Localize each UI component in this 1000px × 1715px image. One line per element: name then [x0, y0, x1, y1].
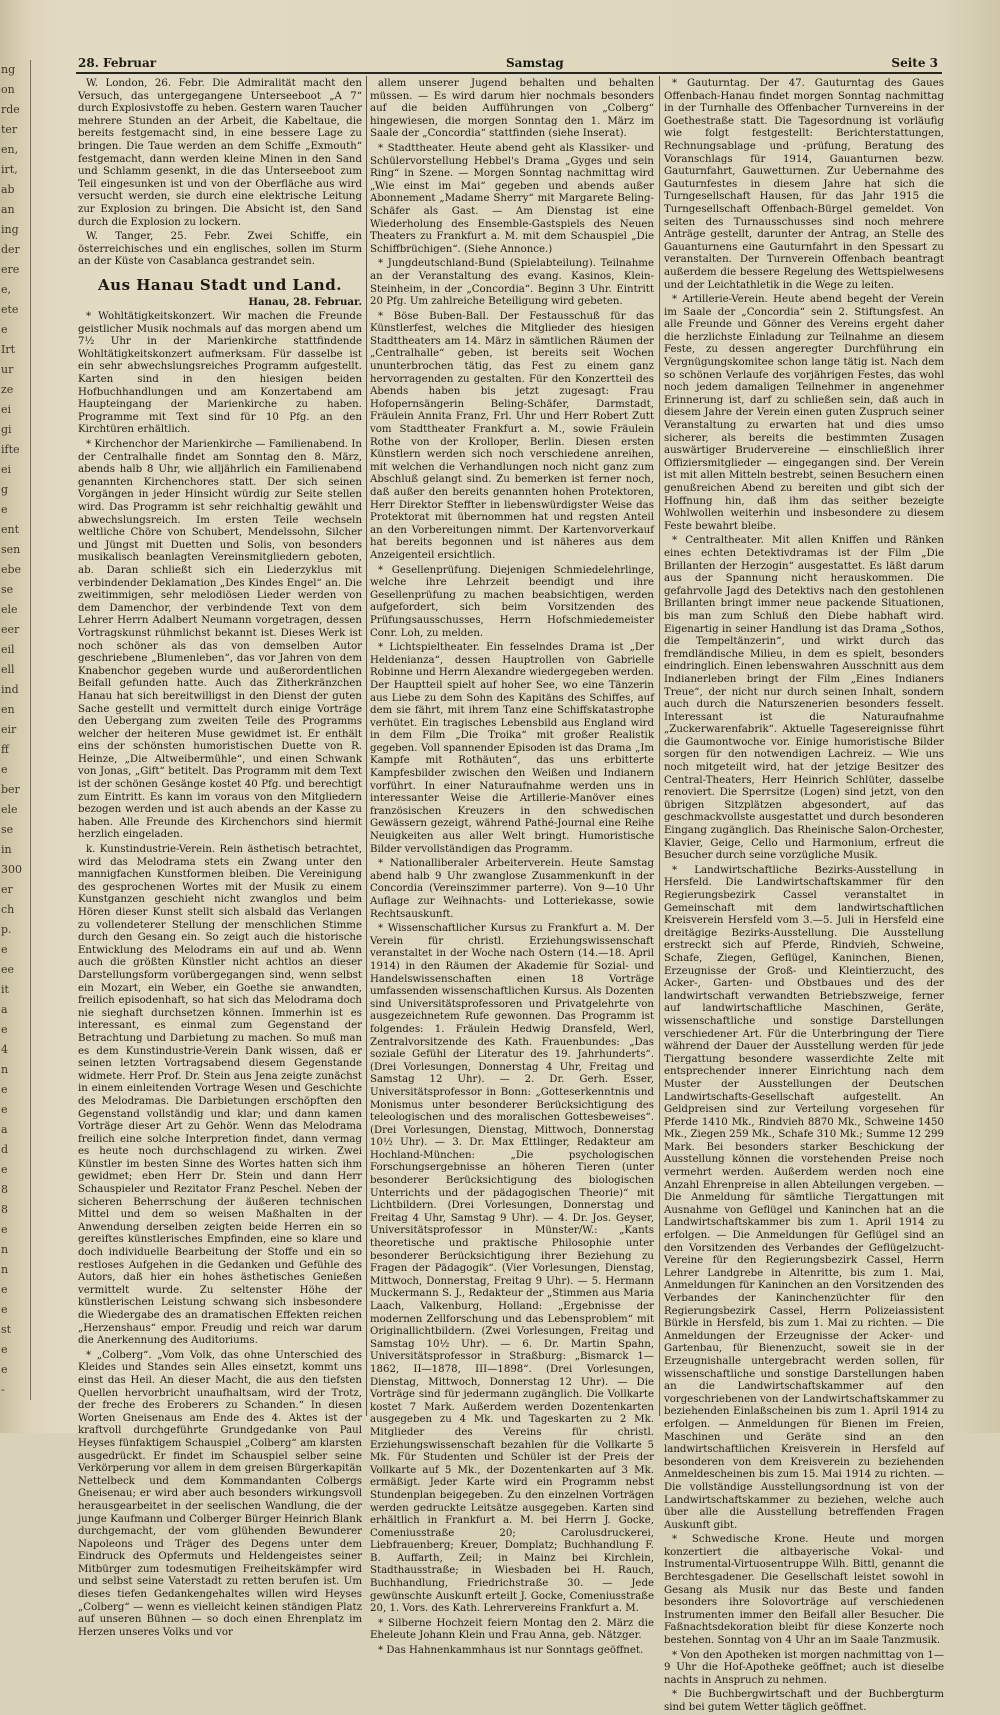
margin-fragment: e [1, 763, 8, 776]
article-colberg: * „Colberg“. „Vom Volk, das ohne Unterschied des Kleides und Standes sein Alles einsetzt, kommt uns einst das Heil. An dieser Macht, die aus den tiefsten Quellen hervorbricht unaufhaltsam, wird der Trotz, der freche des Eroberers zu Schanden.“ In diesen Worten Gneisenaus am Ende des 4. Aktes ist der kraftvoll durchgeführte Grundgedanke von Paul Heyses fünfaktigem Schauspiel „Colberg“ am klarsten ausgedrückt. Er findet im Schauspiel selber seine Verkörperung vor allem in dem greisen Bürgerkapitän Nettelbeck und dem Kommandanten Colbergs Gneisenau; er wird aber auch besonders wirkungsvoll herausgearbeitet in der seelischen Wandlung, die der junge Kaufmann und Colberger Bürger Heinrich Blank durchgemacht, der vom glühenden Bewunderer Napoleons und Träger des Degens unter dem Eindruck des Opfermuts und Heldengeistes seiner Mitbürger zum todesmutigen Freiheitskämpfer wird und selbst seine Vaterstadt zu retten berufen ist. Um dieses tiefen Gedankengehaltes willen wird Heyses „Colberg“ — wenn es vielleicht keinen ständigen Platz auf unseren Bühnen — so doch einen Ehrenplatz im Herzen unseres Volks und vor [78, 1349, 362, 1638]
margin-fragment: ing [1, 223, 19, 236]
margin-fragment: ur [1, 363, 14, 376]
article-jungdeutschland: * Jungdeutschland-Bund (Spielabteilung). Teilnahme an der Veranstaltung des evang. Kasinos, Klein-Steinheim, in der „Concordia“. Beginn 3 Uhr. Eintritt 20 Pfg. Um zahlreiche Beteiligung wird gebeten. [370, 258, 654, 308]
margin-fragment: ent [1, 523, 20, 536]
margin-fragment: a [1, 1003, 8, 1016]
margin-fragment: ee [1, 963, 15, 976]
header-date: 28. Februar [78, 56, 157, 70]
margin-fragment: rde [1, 103, 20, 116]
section-heading: Aus Hanau Stadt und Land. [98, 275, 342, 294]
margin-fragment: p. [1, 923, 12, 936]
margin-fragment: ele [1, 803, 18, 816]
margin-fragment: en, [1, 143, 19, 156]
article-kirchenchor: * Kirchenchor der Marienkirche — Familienabend. In der Centralhalle findet am Sonntag den 8. März, abends halb 8 Uhr, wie alljährlich ein Familienabend genannten Kirchenchores statt. Der sich seinen Vorgängen in jeder Hinsicht würdig zur Seite stellen wird. Das Programm ist sehr reichhaltig gewählt und abwechslungsreich. Im ersten Teile wechseln weltliche Chöre von Schubert, Mendelssohn, Silcher und Jüngst mit Duetten und Solis, von besonders musikalisch beanlagten Vereinsmitgliedern geboten, ab. Daran schließt sich ein Liederzyklus mit verbindender Deklamation „Des Kindes Engel“ an. Die zweitimmigen, sehr melodiösen Lieder werden von dem Damenchor, der verbindende Text von dem Lehrer Herrn Adalbert Neumann vorgetragen, dessen Vortragskunst rühmlichst bekannt ist. Dieses Werk ist noch schöner als das von demselben Autor geschriebene „Blumenleben“, das vor Jahren von dem Knabenchor gegeben wurde und außerordentlichen Beifall gefunden hatte. Auch das Zitherkränzchen Hanau hat sich bereitwilligst in den Dienst der guten Sache gestellt und vermittelt durch einige Vorträge den Uebergang zum zweiten Teile des Programms welcher der heiteren Muse gewidmet ist. Er enthält eins der schönsten humoristischen Duette von R. Heinze, „Die Altweibermühle“, und einen Schwank von Jonas, „Gift“ betitelt. Das Programm mit dem Text ist der schönen Gesänge kostet 40 Pfg. und berechtigt zum Eintritt. Es kann im voraus von den Mitgliedern bezogen werden und ist auch abends an der Kasse zu haben. Alle Freunde des Kirchenchors sind hiermit herzlich eingeladen. [78, 439, 362, 841]
margin-fragment: e [1, 1343, 8, 1356]
margin-fragment: se [1, 823, 14, 836]
margin-fragment: 8 [1, 1183, 8, 1196]
margin-fragment: e [1, 1223, 8, 1236]
article-silberne-hochzeit: * Silberne Hochzeit feiern Montag den 2. März die Eheleute Johann Klein und Frau Anna, geb. Nätzger. [370, 1617, 654, 1642]
margin-fragment: ze [1, 383, 14, 396]
article-kunstindustrie: k. Kunstindustrie-Verein. Rein ästhetisch betrachtet, wird das Melodrama stets ein Zwang unter den mannigfachen Kunstformen bleiben. Die Vereinigung des gesprochenen Wortes mit der Musik zu einem Kunstganzen geschieht nicht zwanglos und beim Hören dieser Kunst stellt sich alsbald das Verlangen zu vollendeterer Stellung der menschlichen Stimme durch den Gesang ein. So zeigt auch die historische Entwicklung des Melodrams ein auf und ab. Wenn auch die größten Künstler nicht achtlos an dieser Darstellungsform vorübergegangen sind, wenn selbst ein Mozart, ein Weber, ein Goethe sie anwandten, freilich episodenhaft, so hat sich das Melodrama doch nie sieghaft durchsetzen können. Immerhin ist es interessant, es einmal zum Gegenstand der Betrachtung und Darbietung zu machen. So muß man es dem Kunstindustrie-Verein Dank wissen, daß er seinen letzten Vortragsabend diesem Gegenstande widmete. Herr Prof. Dr. Stein aus Jena zeigte zunächst in einem einleitenden Vortrage Wesen und Geschichte des Melodramas. Die Darbietungen erschöpften den Gegenstand vollständig und klar; und dann kamen Vorträge dieser Art zu Gehör. Wenn das Melodrama freilich eine solche Interpretion findet, dann vermag es heute noch durchschlagend zu wirken. Zwei Künstler im besten Sinne des Wortes hatten sich ihm gewidmet; eben Herr Dr. Stein und dann Herr Schauspieler und Rezitator Franz Peschel. Neben der sicheren Beherrschung der äußeren technischen Mittel und dem so weisen Maßhalten in der Anwendung derselben zeigten beide Herren ein so gereiftes künstlerisches Empfinden, eine so klare und doch individuelle Bearbeitung der Stoffe und ein so restloses Aufgehen in die Gedanken und Gefühle des Autors, daß hier ein hohes ästhetisches Genießen vermittelt wurde. Zu seltenster Höhe der künstlerischen Leistung schwang sich insbesondere die Wiedergabe des an dramatischen Effekten reichen „Herzenshaus“ empor. Freudig und reich war darum die Anerkennung des Auditoriums. [78, 844, 362, 1347]
margin-fragment: se [1, 583, 14, 596]
article-bezirks-ausstellung: * Landwirtschaftliche Bezirks-Ausstellung in Hersfeld. Die Landwirtschaftskammer für den Regierungsbezirk Cassel veranstaltet in Gemeinschaft mit dem landwirtschaftlichen Kreisverein Hersfeld vom 3.—5. Juli in Hersfeld eine dreitägige Bezirks-Ausstellung. Die Ausstellung erstreckt sich auf Pferde, Rindvieh, Schweine, Schafe, Ziegen, Geflügel, Kaninchen, Bienen, Erzeugnisse der Groß- und Kleintierzucht, des Acker-, Garten- und Obstbaues und des der landwirtschaft verwandten Betriebszweige, ferner auf landwirtschaftliche Maschinen, Geräte, wissenschaftliche und sonstige Darstellungen verschiedener Art. Für die Unterbringung der Tiere während der Dauer der Ausstellung werden für jede Tiergattung besondere wasserdichte Zelte mit entsprechender innerer Einrichtung nach dem Muster der Ausstellungen der Deutschen Landwirtschafts-Gesellschaft aufgestellt. An Geldpreisen sind zur Verteilung vorgesehen für Pferde 1410 Mk., Rindvieh 8870 Mk., Schweine 1450 Mk., Ziegen 259 Mk., Schafe 310 Mk.; Summe 12 299 Mark. Bei besonders starker Beschickung der Ausstellung können die vorstehenden Preise noch vermehrt werden. Außerdem werden noch eine Anzahl Ehrenpreise in allen Abteilungen vergeben. — Die Anmeldung für sämtliche Tiergattungen mit Ausnahme von Geflügel und Kaninchen hat an die Landwirtschaftskammer bis zum 1. April 1914 zu erfolgen. — Die Anmeldungen für Geflügel sind an den Vorsitzenden des Verbandes der Geflügelzucht-Vereine für den Regierungsbezirk Cassel, Herrn Lehrer Landgrebe in Altenritte, bis zum 1. Mai, Anmeldungen für Kaninchen an den Vorsitzenden des Verbandes der Kaninchenzüchter für den Regierungsbezirk Cassel, Herrn Polizeiassistent Bürkle in Hersfeld, bis zum 1. Mai zu richten. — Die Anmeldungen der Erzeugnisse der Acker- und Gartenbau, für Bienenzucht, soweit sie in der Erzeugnishalle untergebracht werden sollen, für wissenschaftliche und sonstige Darstellungen haben an die Landwirtschaftskammer auf den vorgeschriebenen von der Landwirtschaftskammer zu beziehenden Einlaßscheinen bis zum 1. April 1914 zu erfolgen. — Anmeldungen für Bienen im Freien, Maschinen und Geräte sind an den landwirtschaftlichen Kreisverein in Hersfeld auf besonderen von dem Kreisverein zu beziehenden Anmeldescheinen bis zum 15. Mai 1914 zu richten. — Die vollständige Ausstellungsordnung ist von der Landwirtschaftskammer zu beziehen, welche auch über alle die Ausstellung betreffenden Fragen Auskunft gibt. [664, 864, 944, 1531]
header-weekday: Samstag [506, 56, 564, 70]
margin-fragment: st [1, 1323, 12, 1336]
margin-fragment: g [1, 483, 9, 496]
column-rule [659, 76, 660, 1416]
article-apotheken: * Von den Apotheken ist morgen nachmittag von 1—9 Uhr die Hof-Apotheke geöffnet; auch ist dieselbe nachts in Anspruch zu nehmen. [664, 1649, 944, 1686]
article-arbeiterverein: * Nationalliberaler Arbeiterverein. Heute Samstag abend halb 9 Uhr zwanglose Zusammenkunft in der Concordia (Vereinszimmer parterre). Von 9—10 Uhr Auflage zur Weihnachts- und Lotteriekasse, sowie Rechtsauskunft. [370, 858, 654, 920]
left-margin-fragments [0, 60, 31, 1400]
margin-fragment: 8 [1, 1203, 8, 1216]
margin-fragment: e [1, 1283, 8, 1296]
article-schwedische-krone: * Schwedische Krone. Heute und morgen konzertiert die altbayerische Vokal- und Instrumental-Virtuosentruppe Wilh. Bittl, genannt die Berchtesgadener. Die Gesellschaft leistet sowohl in Gesang als Musik nur das Beste und fanden besonders ihre Solovorträge auf verschiedenen Instrumenten immer den Beifall aller Besucher. Die Faßnachtsdekoration bleibt für diese Konzerte noch bestehen. Sonntag von 4 Uhr an im Saale Tanzmusik. [664, 1534, 944, 1647]
column-rule [366, 76, 367, 1416]
margin-fragment: e [1, 1103, 8, 1116]
margin-fragment: - [1, 1383, 5, 1396]
column-1 [78, 78, 362, 1638]
margin-fragment: in [1, 843, 12, 856]
article-centraltheater: * Centraltheater. Mit allen Kniffen und Ränken eines echten Detektivdramas ist der Film „Die Brillanten der Herzogin“ ausgestattet. Es läßt darum aus der Spannung nicht herauskommen. Die gefahrvolle Jagd des Detektivs nach den gestohlenen Brillanten bringt immer neue packende Situationen, bis man zum Schluß den Diebe habhaft wird. Eigenartig in seiner Handlung ist das Drama „Sothos, die Tempeltänzerin“, und wirkt durch das fremdländische Milieu, in dem es spielt, besonders eindringlich. Einen lebenswahren Ausschnitt aus dem Indianerleben bringt der Film „Eines Indianers Treue“, der nicht nur durch seinen Inhalt, sondern auch durch die Naturszenerien besonders fesselt. Interessant ist die Naturaufnahme „Zuckerwarenfabrik“. Aktuelle Tagesereignisse führt die Gaumontwoche vor. Einige humoristische Bilder sorgen für den notwendigen Lachreiz. — Wie uns noch mitgeteilt wird, hat der jetzige Besitzer des Central-Theaters, Herr Heinrich Schlüter, dasselbe renoviert. Die Sperrsitze (Logen) sind jetzt, von den übrigen Sitzplätzen abgesondert, auf das geschmackvollste ausgestattet und durch besonderen Eingang zugänglich. Das Rheinische Salon-Orchester, Klavier, Geige, Cello und Harmonium, erfreut die Besucher durch seine vorzügliche Musik. [664, 535, 944, 862]
margin-fragment: er [1, 883, 13, 896]
margin-fragment: ter [1, 123, 18, 136]
margin-fragment: ei [1, 463, 12, 476]
margin-fragment: eir [1, 723, 17, 736]
margin-fragment: der [1, 243, 20, 256]
margin-fragment: e [1, 1363, 8, 1376]
margin-fragment: eil [1, 643, 15, 656]
margin-fragment: ere [1, 263, 20, 276]
margin-fragment: 300 [1, 863, 22, 876]
column-2 [370, 78, 654, 1657]
margin-fragment: e [1, 1163, 8, 1176]
article-stadttheater: * Stadttheater. Heute abend geht als Klassiker- und Schülervorstellung Hebbel's Drama „Gyges und sein Ring“ in Szene. — Morgen Sonntag nachmittag wird „Wie einst im Mai“ gegeben und abends außer Abonnement „Madame Sherry“ mit Margarete Beling-Schäfer als Gast. — Am Dienstag ist eine Wiederholung des Ensemble-Gastspiels des Neuen Theaters zu Frankfurt a. M. mit dem Schauspiel „Die Schiffbrüchigen“. (Siehe Annonce.) [370, 142, 654, 255]
margin-fragment: gi [1, 423, 12, 436]
article-colberg-cont: allem unserer Jugend behalten und behalten müssen. — Es wird darum hier nochmals besonders auf die beiden Aufführungen von „Colberg“ hingewiesen, die morgen Sonntag den 1. März im Saale der „Concordia“ stattfinden (siehe Inserat). [370, 78, 654, 140]
article-hahnenkammhaus: * Das Hahnenkammhaus ist nur Sonntags geöffnet. [378, 1645, 644, 1657]
column-3 [664, 78, 944, 1713]
margin-fragment: ei [1, 403, 12, 416]
margin-fragment: e [1, 503, 8, 516]
margin-fragment: eer [1, 623, 20, 636]
margin-fragment: ab [1, 183, 15, 196]
article-london: W. London, 26. Febr. Die Admiralität macht den Versuch, das untergegangene Unterseeboot „A 7“ durch Explosivstoffe zu heben. Gestern waren Taucher mehrere Stunden an der Arbeit, die Kabeltaue, die bereits festgemacht sind, in eine bessere Lage zu bringen. Die Taue werden an dem Schiffe „Exmouth“ festgemacht, dann werden kleine Minen in den Sand und Schlamm gesenkt, in die das Unterseeboot zum Teil eingesunken ist und von der Oberfläche aus wird versucht werden, sie durch eine elektrische Leitung zur Explosion zu bringen. Die Absicht ist, den Sand durch die Explosion zu lockern. [78, 78, 362, 228]
margin-fragment: e [1, 323, 8, 336]
margin-fragment: n [1, 1063, 9, 1076]
section-dateline: Hanau, 28. Februar. [248, 295, 362, 308]
margin-fragment: ch [1, 903, 15, 916]
article-buchbergwirtschaft: * Die Buchbergwirtschaft und der Buchbergturm sind bei gutem Wetter täglich geöffnet. [664, 1689, 944, 1713]
article-wohltaetigkeitskonzert: * Wohltätigkeitskonzert. Wir machen die Freunde geistlicher Musik nochmals auf das morgen abend um 7½ Uhr in der Marienkirche stattfindende Wohltätigkeitskonzert aufmerksam. Für dasselbe ist ein sehr abwechslungsreiches Programm aufgestellt. Karten sind in den hiesigen beiden Hofbuchhandlungen und am Konzertabend am Haupteingang der Marienkirche zu haben. Programme mit Text sind für 10 Pfg. an den Kirchtüren erhältlich. [78, 311, 362, 436]
margin-fragment: e [1, 1023, 8, 1036]
margin-fragment: ber [1, 783, 20, 796]
margin-fragment: on [1, 83, 15, 96]
margin-fragment: ete [1, 303, 19, 316]
article-tanger: W. Tanger, 25. Febr. Zwei Schiffe, ein österreichisches und ein englisches, sollen im Sturm an der Küste von Casablanca gestrandet sein. [78, 231, 362, 268]
margin-fragment: 4 [1, 1043, 8, 1056]
header-rule [76, 72, 942, 74]
article-lichtspieltheater: * Lichtspieltheater. Ein fesselndes Drama ist „Der Heldenianza“, dessen Hauptrollen von Gabrielle Robinne und Herrn Alexandre wiedergegeben werden. Der Hauptteil spielt auf hoher See, wo eine Tänzerin aus Liebe zu dem Sohn des Kapitäns des Schiffes, auf dem sie fährt, mit ihrem Tanz eine Schiffskatastrophe verhütet. Ein tragisches Lebensbild aus England wird in dem Film „Die Troika“ mit großer Realistik gegeben. Voll spannender Episoden ist das Drama „Im Kampfe mit Rothäuten“, das uns erbitterte Kampfesbilder zwischen den Weißen und Indianern vorführt. In einer Naturaufnahme werden uns in interessanter Weise die Artillerie-Manöver eines französischen Kreuzers in den schwedischen Gewässern gezeigt, während Pathé-Journal eine Reihe Neuigkeiten aus aller Welt bringt. Humoristische Bilder vervollständigen das Programm. [370, 642, 654, 855]
margin-fragment: en [1, 703, 15, 716]
article-wissenschaftlicher-kursus: * Wissenschaftlicher Kursus zu Frankfurt a. M. Der Verein für christl. Erziehungswissenschaft veranstaltet in der Woche nach Ostern (14.—18. April 1914) in den Räumen der Akademie für Sozial- und Handelswissenschaften einen 18 Vorträge umfassenden wissenschaftlichen Kursus. Als Dozenten sind Universitätsprofessoren und Privatgelehrte von ausgezeichnetem Rufe gewonnen. Das Programm ist folgendes: 1. Fräulein Hedwig Dransfeld, Werl, Zentralvorsitzende des Kath. Frauenbundes: „Das soziale Gefühl der Literatur des 19. Jahrhunderts“. (Drei Vorlesungen, Donnerstag 4 Uhr, Freitag und Samstag 12 Uhr). — 2. Dr. Gerh. Esser, Universitätsprofessor in Bonn: „Gotteserkenntnis und Monismus unter besonderer Berücksichtigung des teleologischen und des moralischen Gottesbeweises“. (Drei Vorlesungen, Dienstag, Mittwoch, Donnerstag 10½ Uhr). — 3. Dr. Max Ettlinger, Redakteur am Hochland-München: „Die psychologischen Forschungsergebnisse an höheren Tieren (unter besonderer Berücksichtigung des biologischen Unterrichts und der pädagogischen Theorie)“ mit Lichtbildern. (Drei Vorlesungen, Donnerstag und Freitag 4 Uhr, Samstag 9 Uhr). — 4. Dr. Jos. Geyser, Universitätsprofessor in Münster/W.: „Kants theoretische und praktische Philosophie unter besonderer Berücksichtigung ihrer Beziehung zu Fragen der Pädagogik“. (Vier Vorlesungen, Dienstag, Mittwoch, Donnerstag, Freitag 9 Uhr). — 5. Hermann Muckermann S. J., Redakteur der „Stimmen aus Maria Laach, Valkenburg, Holland: „Ergebnisse der modernen Zellforschung und das Lebensproblem“ mit Originallichtbildern. (Zwei Vorlesungen, Freitag und Samstag 10½ Uhr). — 6. Dr. Martin Spahn, Universitätsprofessor in Straßburg: „Bismarck 1—1862, II—1878, III—1898“. (Drei Vorlesungen, Dienstag, Mittwoch, Donnerstag 12 Uhr). — Die Vorträge sind für jedermann zugänglich. Die Vollkarte kostet 7 Mark. Außerdem werden Dozentenkarten ausgegeben zu 4 Mk. und Tageskarten zu 2 Mk. Mitglieder des Vereins für christl. Erziehungswissenschaft bezahlen für die Vollkarte 5 Mk. Für Studenten und Schüler ist der Preis der Vollkarte auf 5 Mk., der Dozentenkarten auf 3 Mk. ermäßigt. Jeder Karte wird ein Programm nebst Stundenplan beigegeben. Zu den einzelnen Vorträgen werden gedruckte Leitsätze ausgegeben. Karten sind erhältlich in Frankfurt a. M. bei Herrn J. Gocke, Comeniusstraße 20; Carolusdruckerei, Liebfrauenberg; Kreuer, Domplatz; Buchhandlung F. B. Auffarth, Zeil; in Mainz bei Kirchlein, Stadthausstraße; in Wiesbaden bei H. Rauch, Buchhandlung, Friedrichstraße 30. — Jede gewünschte Auskunft erteilt J. Gocke, Comeniusstraße 20, 1. Vors. des Kath. Lehrervereins Frankfurt a. M. [370, 923, 654, 1615]
margin-fragment: e [1, 943, 8, 956]
article-gauturntag: * Gauturntag. Der 47. Gauturntag des Gaues Offenbach-Hanau findet morgen Sonntag nachmittag in der Turnhalle des Offenbacher Turnvereins in der Goethestraße statt. Die Tagesordnung ist vorläufig wie folgt festgestellt: Berichterstattungen, Rechnungsablage und -prüfung, Beratung des Voranschlags für 1914, Gauanturnen bezw. Gauturnfahrt, Gauwetturnen. Zur Uebernahme des Gauturnfestes in diesem Jahre hat sich die Turngesellschaft Hausen, für das Jahr 1915 die Turngesellschaft Offenbach-Bürgel gemeldet. Von seiten des Turnausschusses sind noch mehrere Anträge gestellt, darunter der Antrag, an Stelle des Gauanturnens eine Gauturnfahrt in den Spessart zu veranstalten. Der Turnverein Offenbach beantragt außerdem die bessere Regelung des Wettspielwesens und der Leichtathletik in die Wege zu leiten. [664, 78, 944, 291]
margin-fragment: sen [1, 543, 21, 556]
margin-fragment: ifte [1, 443, 20, 456]
margin-fragment: ff [1, 743, 9, 756]
margin-fragment: ell [1, 663, 15, 676]
article-boese-buben-ball: * Böse Buben-Ball. Der Festausschuß für das Künstlerfest, welches die Mitglieder des hiesigen Stadttheaters am 14. März in sämtlichen Räumen der „Centralhalle“ geben, ist bereits seit Wochen ununterbrochen tätig, das Fest zu einem ganz hervorragenden zu gestalten. Für den Konzertteil des Abends haben bis jetzt zugesagt: Frau Hofopernsängerin Beling-Schäfer, Darmstadt, Fräulein Annita Franz, Frl. Uhr und Herr Robert Zutt vom Stadttheater Frankfurt a. M., sowie Fräulein Rothe von der Krolloper, Berlin. Diesen ersten Künstlern werden sich noch verschiedene anreihen, mit welchen die Verhandlungen noch nicht ganz zum Abschluß gelangt sind. Zu bemerken ist ferner noch, daß außer den bereits genannten hohen Protektoren, Herr Direktor Steffter in liebenswürdigster Weise das Protektorat mit übernommen hat und regsten Anteil an den Vorbereitungen nimmt. Der Kartenvorverkauf hat bereits begonnen und ist näheres aus dem Anzeigenteil ersichtlich. [370, 310, 654, 561]
margin-fragment: n [1, 1243, 9, 1256]
margin-fragment: e, [1, 283, 12, 296]
margin-fragment: a [1, 1123, 8, 1136]
margin-fragment: e [1, 1083, 8, 1096]
page-header [78, 56, 938, 72]
margin-fragment: an [1, 203, 15, 216]
margin-fragment: it [1, 983, 9, 996]
article-artillerie-verein: * Artillerie-Verein. Heute abend begeht der Verein im Saale der „Concordia“ sein 2. Stiftungsfest. An alle Freunde und Gönner des Vereins ergeht daher die herzlichste Einladung zur Teilnahme an diesem Feste, zu dessen angeregter Durchführung ein Vergnügungskomitee schon lange tätig ist. Nach dem so schönen Verlaufe des vorjährigen Festes, das wohl noch jedem damaligen Teilnehmer in angenehmer Erinnerung ist, darf zu schließen sein, daß auch in diesem Jahre der Verein einen guten Zuspruch seiner Veranstaltung zu erwarten hat und dies umso sicherer, als bereits die bestimmten Zusagen auswärtiger Brudervereine — einschließlich ihrer Offiziersmitglieder — eingegangen sind. Der Verein ist mit allen Mitteln bestrebt, seinen Besuchern einen genußreichen Abend zu bereiten und gibt sich der Hoffnung hin, daß ihm das seither bezeigte Wohlwollen weiterhin und insbesondere zu diesem Feste bewahrt bleibe. [664, 294, 944, 532]
margin-fragment: ele [1, 603, 18, 616]
margin-fragment: irt, [1, 163, 18, 176]
article-gesellenpruefung: * Gesellenprüfung. Diejenigen Schmiedelehrlinge, welche ihre Lehrzeit beendigt und ihre Gesellenprüfung zu machen beabsichtigen, werden aufgefordert, sich beim Vorsitzenden des Prüfungsausschusses, Herrn Hofschmiedemeister Conr. Loh, zu melden. [370, 564, 654, 639]
margin-fragment: ind [1, 683, 19, 696]
margin-fragment: n [1, 1263, 9, 1276]
margin-fragment: ebe [1, 563, 22, 576]
margin-fragment: Irt [1, 343, 16, 356]
margin-fragment: ng [1, 63, 16, 76]
header-page-number: Seite 3 [891, 56, 938, 70]
margin-fragment: d [1, 1143, 9, 1156]
margin-fragment: e [1, 1303, 8, 1316]
